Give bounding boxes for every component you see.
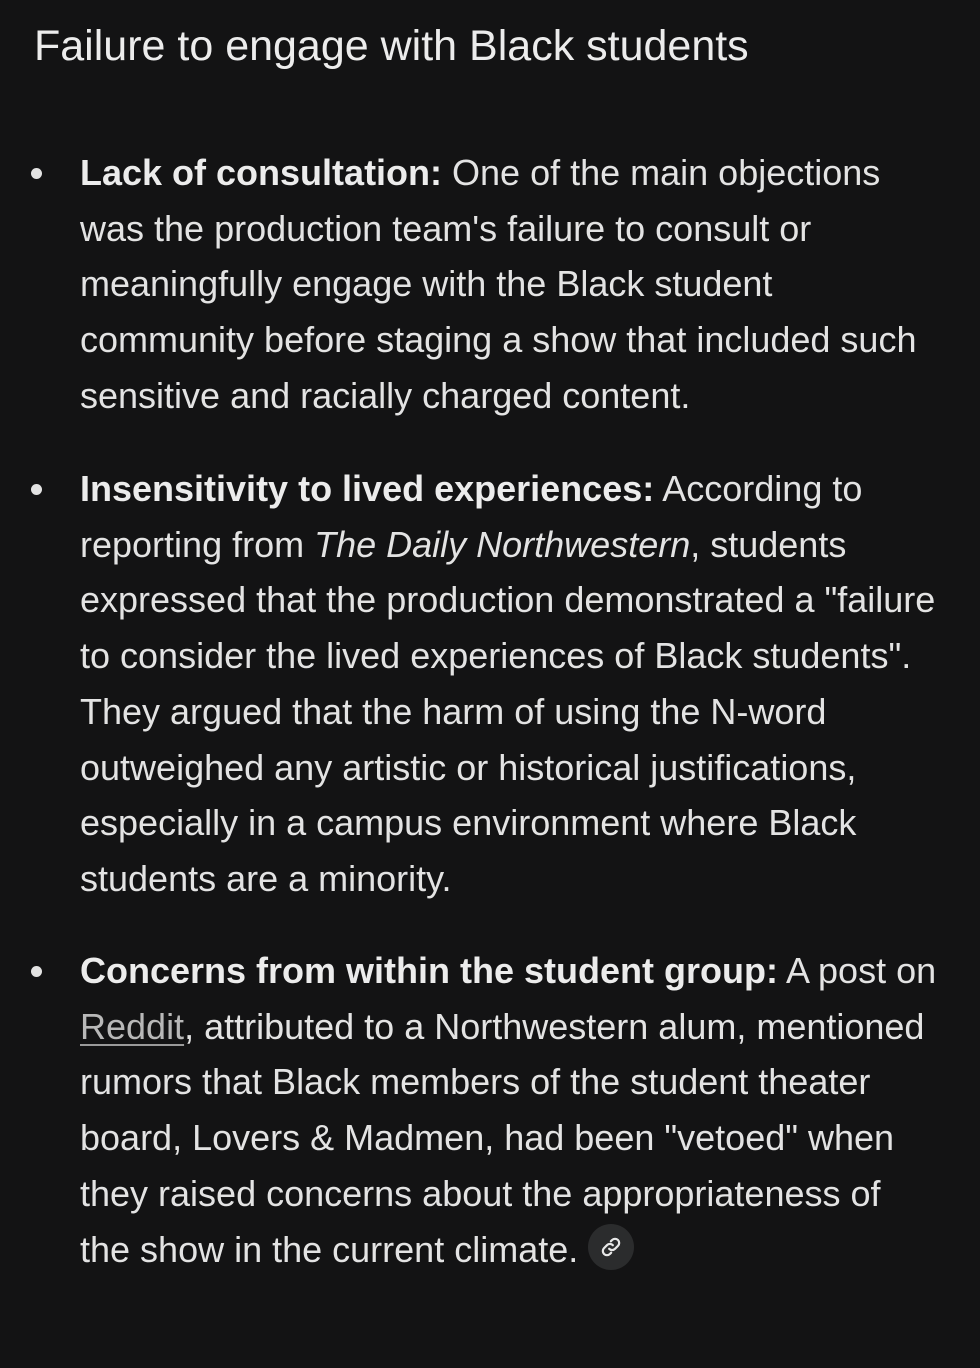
link-icon <box>600 1236 622 1258</box>
bullet-dot <box>31 484 42 495</box>
list-item-lack-of-consultation <box>80 145 940 424</box>
item-term: Concerns from within the student group: <box>80 950 778 991</box>
list-item-insensitivity <box>80 461 940 907</box>
reddit-link[interactable]: Reddit <box>80 1005 185 1047</box>
item-text: , students expressed that the production demonstrated a "failure to consider the lived experiences of Black students". They argued that the harm of using the N-word outweighed any artistic or historical justifications, especially in a campus environment where Black students are a minority. <box>80 523 936 899</box>
item-text: A post on <box>777 950 937 991</box>
item-term: Lack of consultation: <box>80 152 443 193</box>
section-heading: Failure to engage with Black students <box>34 22 749 70</box>
source-link-button[interactable] <box>588 1224 634 1270</box>
bullet-dot <box>31 966 42 977</box>
item-text: According to reporting from <box>80 468 863 565</box>
item-text: , attributed to a Northwestern alum, mentioned rumors that Black members of the student theater board, Lovers & Madmen, had been "vetoed" when they raised concerns about the appropriateness of the show in the current climate. <box>80 1005 925 1270</box>
list-item-student-group-concerns <box>80 943 940 1277</box>
publication-name: The Daily Northwestern <box>314 523 691 565</box>
item-term: Insensitivity to lived experiences: <box>80 468 655 509</box>
item-text: One of the main objections was the production team's failure to consult or meaningfully engage with the Black student community before staging a show that included such sensitive and racially charged content. <box>80 152 917 416</box>
bullet-dot <box>31 168 42 179</box>
